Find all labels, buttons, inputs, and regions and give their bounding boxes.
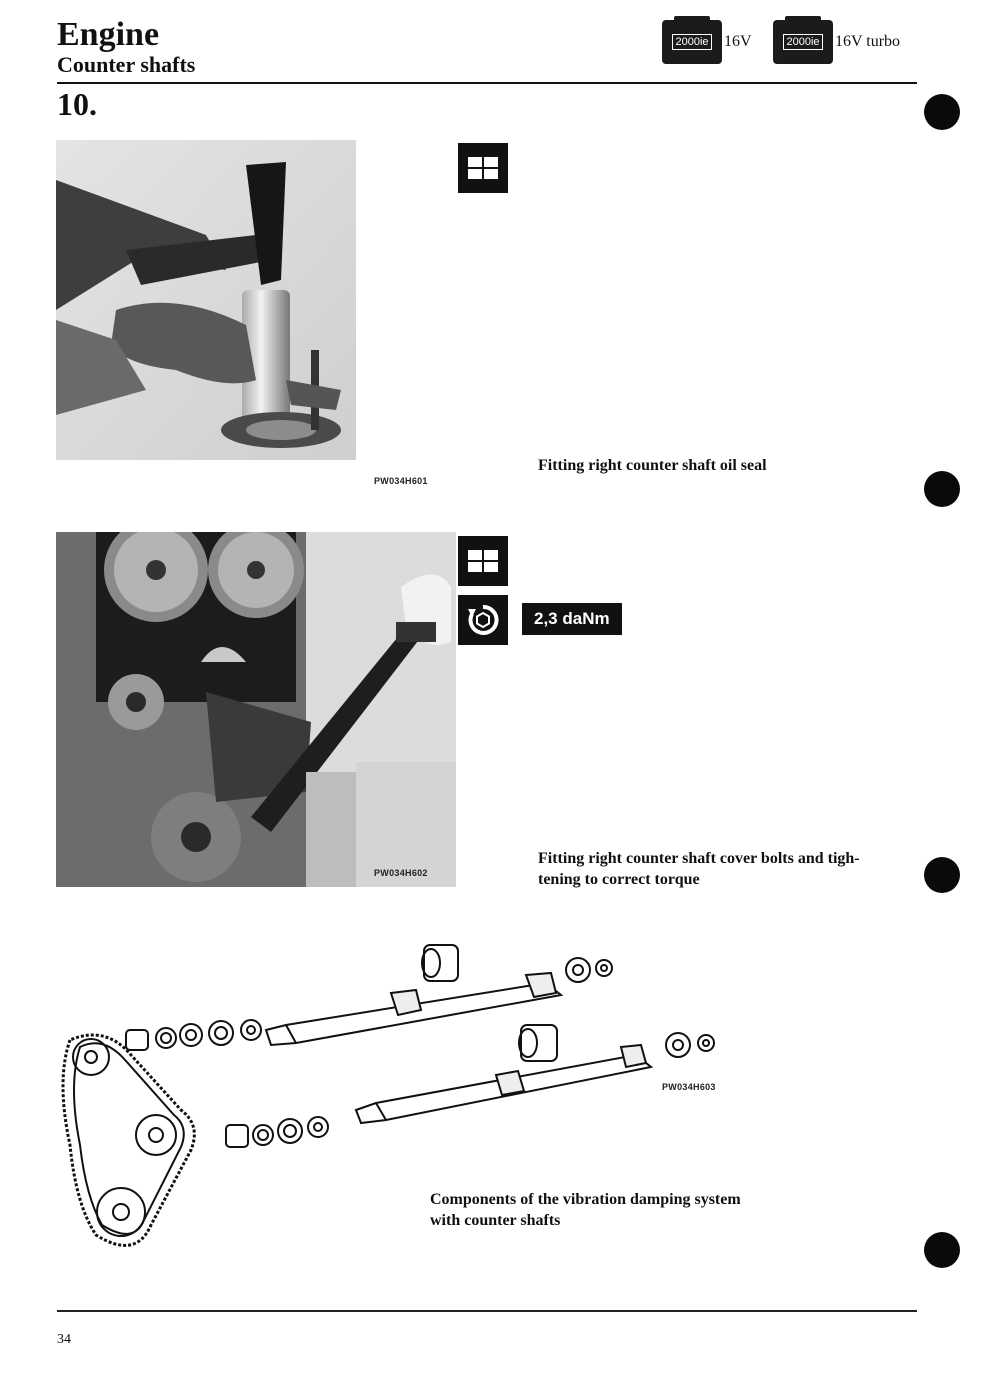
page-number: 34 [57,1332,71,1347]
photo-cover-bolts-torque [56,532,456,887]
figure-caption-line-2: with counter shafts [430,1212,561,1229]
bullet-mark [924,94,960,130]
photo-oil-seal-fitting [56,140,356,460]
figure-caption-line-2: tening to correct torque [538,871,700,888]
engine-badge-16v-turbo [773,18,900,66]
engine-code-chip: 2000ie [783,34,822,50]
figure-caption: Fitting right counter shaft oil seal [538,457,767,474]
engine-badge-16v [662,18,752,66]
assembly-icon [458,536,508,586]
engine-block-icon [662,20,722,64]
engine-code-chip: 2000ie [672,34,711,50]
figure-code: PW034H601 [374,476,428,486]
header-rule [57,82,917,84]
bullet-mark [924,857,960,893]
exploded-counter-shafts-drawing [56,935,756,1265]
engine-variant-label: 16V turbo [835,33,901,50]
engine-block-icon [773,20,833,64]
engine-variant-label: 16V [724,33,752,50]
page-subtitle: Counter shafts [57,52,196,77]
figure-caption-line-1: Fitting right counter shaft cover bolts and tigh- [538,850,860,867]
figure-caption-line-1: Components of the vibration damping system [430,1191,741,1208]
footer-rule [57,1310,917,1312]
page-title: Engine [57,16,160,53]
torque-wrench-icon [458,595,508,645]
section-number: 10. [57,86,97,122]
torque-value-label: 2,3 daNm [522,603,622,635]
figure-code: PW034H602 [374,868,428,878]
bullet-mark [924,471,960,507]
bullet-mark [924,1232,960,1268]
figure-code: PW034H603 [662,1082,716,1092]
assembly-icon [458,143,508,193]
